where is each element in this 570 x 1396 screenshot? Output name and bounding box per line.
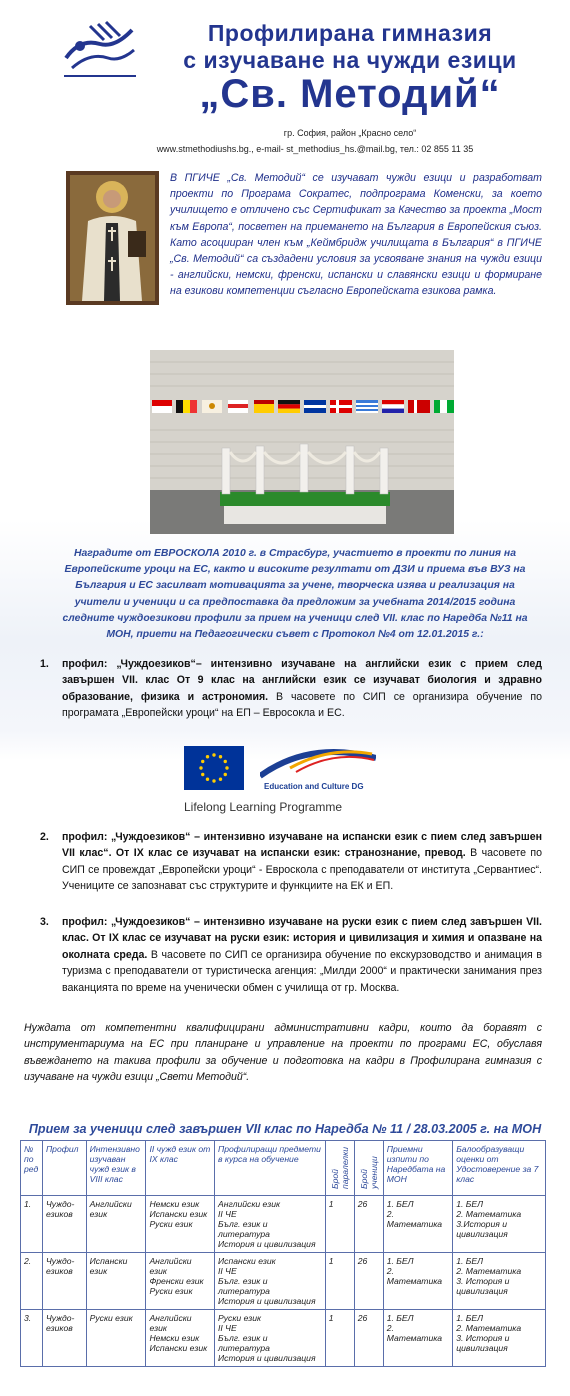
col-header: Интензивно изучаван чужд език в VIII клас — [86, 1141, 146, 1196]
cell-line: Испански език — [218, 1256, 276, 1266]
col-header: Приемни изпити по Наредбата на МОН — [383, 1141, 452, 1196]
cell-line: 2. Математика — [456, 1323, 522, 1333]
cell-line: II ЧЕ — [218, 1209, 237, 1219]
cell-exams — [383, 1196, 452, 1253]
cell-line: История и цивилизация — [218, 1296, 316, 1306]
eu-star-icon — [201, 760, 204, 763]
cell-line: Бълг. език и литература — [218, 1276, 270, 1296]
cell-line: Английски език — [149, 1256, 192, 1276]
cell-line: Бълг. език и литература — [218, 1333, 270, 1353]
cell-line: Испански език — [149, 1209, 208, 1219]
cell-line: 1. БЕЛ — [386, 1199, 414, 1209]
cell-line: 2. Математика — [386, 1323, 443, 1343]
cell-line: Английски език — [218, 1199, 281, 1209]
eu-star-icon — [212, 779, 215, 782]
col-header — [354, 1141, 383, 1196]
cell-classes: 1 — [325, 1310, 354, 1367]
eu-star-icon — [199, 766, 202, 769]
cell-students: 26 — [354, 1310, 383, 1367]
cell-lang2 — [146, 1253, 215, 1310]
item-number: 2. — [40, 831, 49, 843]
cell-line: Бълг. език и литература — [218, 1219, 270, 1239]
cell-n: 3. — [21, 1310, 43, 1367]
cell-line: Немски език — [149, 1333, 200, 1343]
school-title-line-2: с изучаване на чужди езици — [183, 47, 517, 73]
cell-line: II ЧЕ — [218, 1323, 237, 1333]
cell-line: История и цивилизация — [218, 1239, 316, 1249]
saint-icon-image — [66, 171, 159, 305]
cell-line: 1. БЕЛ — [456, 1313, 483, 1323]
cell-subjects — [215, 1310, 326, 1367]
profile-spanish-text: В часовете по СИП се провеждат „Европейски уроци“ - Евроскола с преподаватели от института „Сервантиес“. Учениците се запознават със структурите и функциите на ЕК и ЕП. — [62, 847, 542, 893]
cell-profile: Чуждо-езиков — [42, 1196, 86, 1253]
cell-line: 2. Математика — [386, 1209, 443, 1229]
profile-english-text: В часовете по СИП се организира обучение по програмата „Европейски уроци“ на ЕП – Евросокла и ЕС. — [62, 690, 542, 720]
admission-table — [20, 1140, 546, 1367]
cell-line: 1. БЕЛ — [456, 1256, 483, 1266]
col-header: II чужд език от IX клас — [146, 1141, 215, 1196]
intro-text: В ПГИЧЕ „Св. Методий“ се изучават чужди езици и разработват проекти по Програма Сократес, подпрограма Коменски, за което училището е отличено със Сертификат за Качество за проекта „Мост към Европа“, посветен на приемането на България в Европейския съюз. Като асоцииран член към „Кеймбридж училищата в България“ в ПГИЧЕ „Св. Методий“ са създадени условия за усвояване знания на чужди езици - английски, немски, френски, испански и славянски езици и формиране на езикови компетенции съгласно Европейската езикова рамка. — [170, 172, 542, 298]
flags-photo — [150, 350, 454, 534]
cell-line: Руски език — [149, 1219, 193, 1229]
eu-logos — [180, 742, 380, 820]
cell-line: Руски език — [149, 1286, 193, 1296]
dg-label: Education and Culture DG — [264, 782, 364, 791]
cell-lang1: Испански език — [86, 1253, 146, 1310]
education-culture-swoosh-icon — [260, 746, 376, 780]
eu-star-icon — [219, 755, 222, 758]
eu-star-icon — [201, 773, 204, 776]
cell-students: 26 — [354, 1253, 383, 1310]
school-logo — [60, 18, 140, 80]
cell-profile: Чуждо-езиков — [42, 1310, 86, 1367]
table-title: Прием за ученици след завършен VII клас по Наредба № 11 / 28.03.2005 г. на МОН — [28, 1122, 542, 1136]
cell-lang2 — [146, 1196, 215, 1253]
table-header-row — [21, 1141, 546, 1196]
item-number: 3. — [40, 916, 49, 928]
contacts: www.stmethodiushs.bg., e-mail- st_methodius_hs.@mail.bg, тел.: 02 855 11 35 — [156, 144, 474, 154]
school-title-line-1: Профилирана гимназия — [207, 20, 493, 46]
profile-russian-heading: профил: „Чуждоезиков“ – интензивно изучаване на руски език с пием след завършен VII. клас. От IX клас се изучават на руски език: история и цивилизация и химия и опазване на околната среда. — [62, 916, 542, 961]
cell-line: II ЧЕ — [218, 1266, 237, 1276]
cell-lang1: Руски език — [86, 1310, 146, 1367]
school-name: „Св. Методий“ — [199, 72, 501, 116]
address: гр. София, район „Красно село“ — [283, 128, 417, 138]
cell-line: 2. Математика — [386, 1266, 443, 1286]
cell-exams — [383, 1253, 452, 1310]
eu-star-icon — [224, 760, 227, 763]
cell-line: 2. Математика — [456, 1266, 522, 1276]
cell-line: Френски език — [149, 1276, 204, 1286]
profile-english — [40, 656, 542, 726]
cell-grades — [453, 1196, 546, 1253]
cell-line: История и цивилизация — [218, 1353, 316, 1363]
profile-russian-text: В часовете по СИП се организира обучение по екскурзоводство и анимация в туризма с преподаватели от туристическа агенция: „Милди 2000“ и практически занимания през ваканцията по време на ученически обмен с училища от гр. Москва. — [62, 948, 542, 994]
col-header-vertical: Брой ученици — [358, 1156, 379, 1189]
cell-n: 2. — [21, 1253, 43, 1310]
cell-subjects — [215, 1253, 326, 1310]
cell-line: 1. БЕЛ — [386, 1256, 414, 1266]
awards-paragraph: Наградите от ЕВРОСКОЛА 2010 г. в Страсбург, участието в проекти по линия на Европейските уроци на ЕС, както и високите резултати от ДЗИ и приема във ВУЗ на България и ЕС засилват мотивацията за учене, творческа изява и реализация на учители и ученици и са предпоставка да предложим за учебната 2014/2015 година следните чуждоезикови профили за прием на ученици след VII. клас по Наредба №11 на МОН, приети на Педагогически съвет с Протокол №4 от 12.01.2015 г.: — [62, 548, 528, 641]
cell-students: 26 — [354, 1196, 383, 1253]
col-header: № по ред — [21, 1141, 43, 1196]
cell-line: Испански език — [149, 1343, 208, 1353]
cell-line: 1. БЕЛ — [456, 1199, 483, 1209]
need-paragraph: Нуждата от компетентни квалифицирани административни кадри, които да боравят с инструментариума на ЕС при планиране и управление на проекти по програми ЕС, обуславя въвеждането на такива профили за обучение и подготовка на кадри в Профилирана гимназия с изучаване на чужди езици „Свети Методий“. — [24, 1022, 542, 1084]
table-row — [21, 1253, 546, 1310]
cell-lang2 — [146, 1310, 215, 1367]
cell-classes: 1 — [325, 1253, 354, 1310]
cell-subjects — [215, 1196, 326, 1253]
col-header: Балообразуващи оценки от Удостоверение за 7 клас — [453, 1141, 546, 1196]
cell-classes: 1 — [325, 1196, 354, 1253]
col-header — [325, 1141, 354, 1196]
cell-profile: Чуждо-езиков — [42, 1253, 86, 1310]
col-header: Профилиращи предмети в курса на обучение — [215, 1141, 326, 1196]
cell-line: 3. История и цивилизация — [456, 1333, 510, 1353]
cell-line: Руски език — [218, 1313, 262, 1323]
item-number: 1. — [40, 658, 49, 670]
cell-n: 1. — [21, 1196, 43, 1253]
eu-star-icon — [206, 778, 209, 781]
cell-line: 3. История и цивилизация — [456, 1276, 510, 1296]
cell-lang1: Английски език — [86, 1196, 146, 1253]
eu-star-icon — [219, 778, 222, 781]
profile-spanish — [40, 829, 542, 905]
cell-exams — [383, 1310, 452, 1367]
cell-line: 1. БЕЛ — [386, 1313, 414, 1323]
eu-star-icon — [212, 753, 215, 756]
cell-grades — [453, 1310, 546, 1367]
table-row — [21, 1310, 546, 1367]
cell-grades — [453, 1253, 546, 1310]
profile-english-heading: профил: „Чуждоезиков“– интензивно изучаване на английски език с прием след завършен VII. клас От 9 клас на английски език се изучават биология и здравно образование, физика и астрономия. — [62, 658, 542, 703]
col-header: Профил — [42, 1141, 86, 1196]
programme-label: Lifelong Learning Programme — [184, 800, 343, 814]
col-header-vertical: Брой паралелки — [329, 1147, 350, 1189]
profile-spanish-heading: профил: „Чуждоезиков“ – интензивно изучаване на испански език с пием след завършен VII клас“. От IX клас се изучават на испански език: странознание, превод. — [62, 831, 542, 860]
eu-star-icon — [206, 755, 209, 758]
cell-line: Английски език — [149, 1313, 192, 1333]
cell-line: Немски език — [149, 1199, 200, 1209]
profile-russian — [40, 914, 542, 1014]
eu-star-icon — [225, 766, 228, 769]
eu-star-icon — [224, 773, 227, 776]
eu-flag-icon — [184, 746, 244, 790]
table-row — [21, 1196, 546, 1253]
cell-line: 3.История и цивилизация — [456, 1219, 508, 1239]
cell-line: 2. Математика — [456, 1209, 522, 1219]
